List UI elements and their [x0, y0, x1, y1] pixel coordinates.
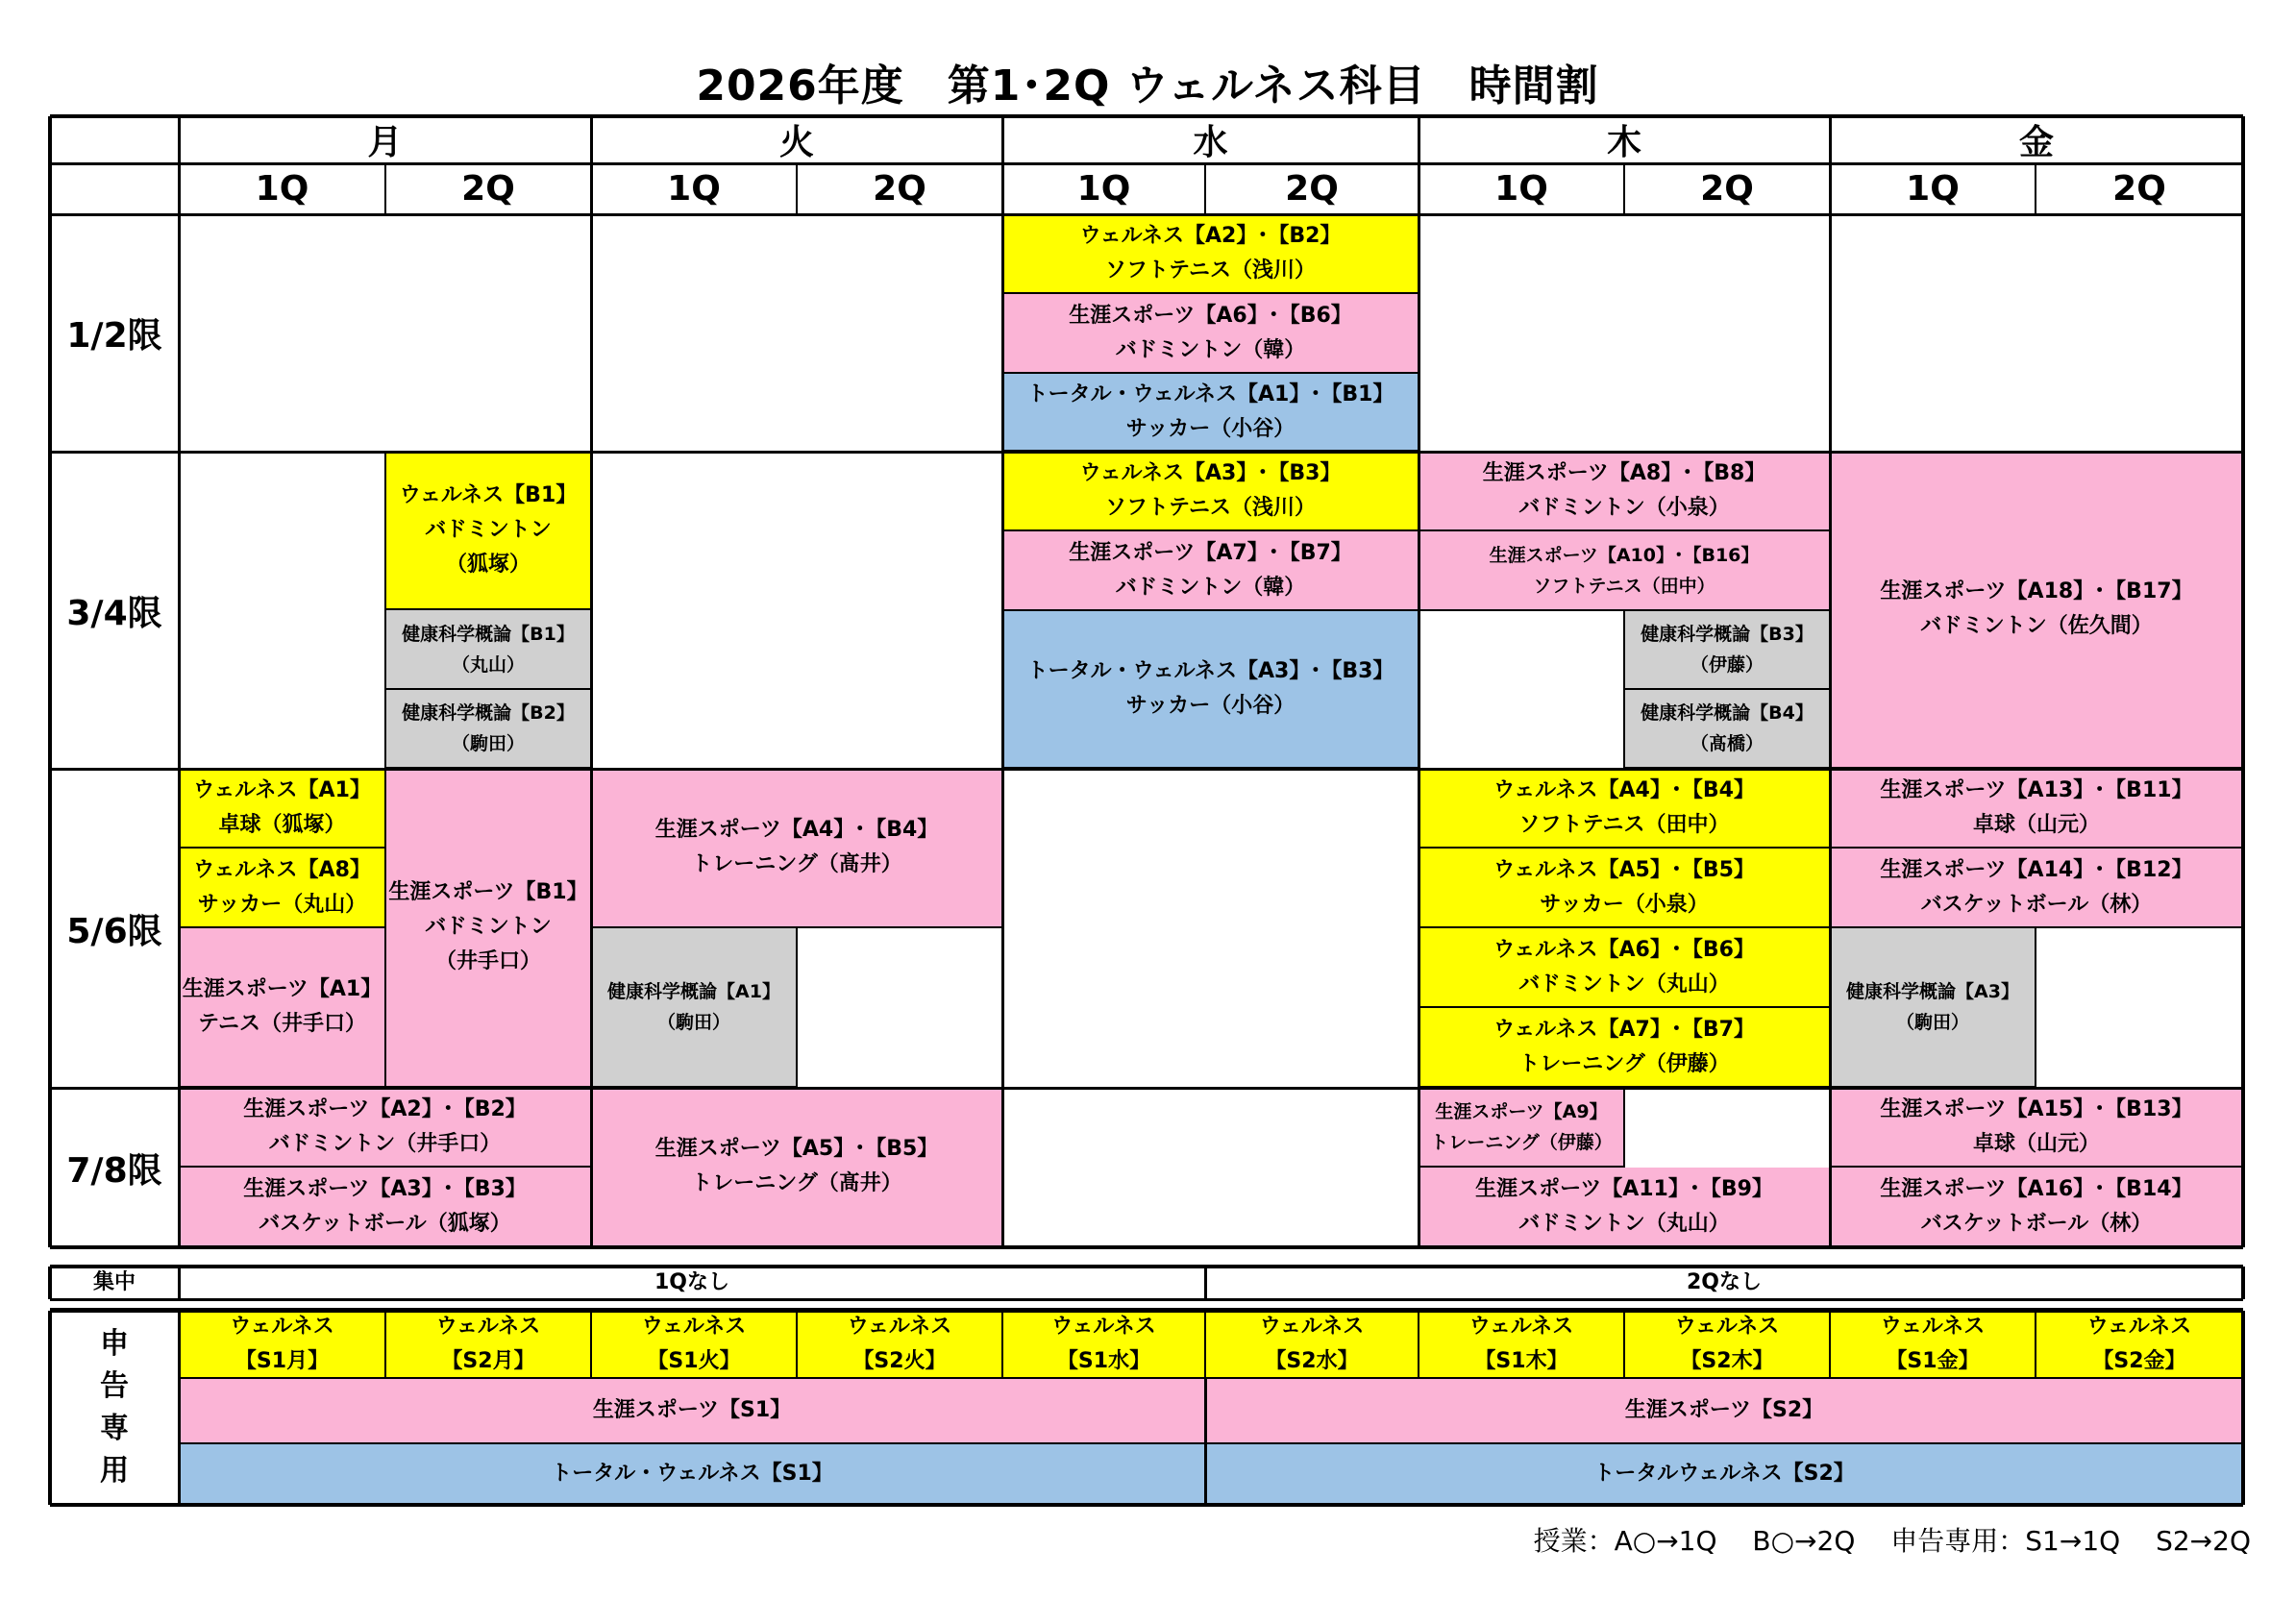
grid-line — [50, 1298, 2243, 1301]
slot-line: （伊藤） — [1690, 654, 1764, 676]
class-slot — [591, 1088, 1002, 1247]
grid-line — [48, 1267, 52, 1299]
slot-line: （駒田） — [656, 1012, 730, 1033]
slot-line: バドミントン — [425, 517, 552, 542]
declaration-sports-s2: 生涯スポーツ【S2】 — [1205, 1378, 2243, 1443]
day-header: 火 — [778, 123, 814, 162]
grid-line — [2035, 928, 2036, 1088]
declaration-sports-s1: 生涯スポーツ【S1】 — [179, 1378, 1205, 1443]
class-slot — [1419, 1168, 1830, 1247]
slot-line: ウェルネス — [1051, 1315, 1156, 1339]
class-slot — [1002, 214, 1419, 294]
slot-line: （狐塚） — [445, 552, 531, 577]
slot-line: ウェルネス — [2086, 1315, 2192, 1339]
slot-line: 健康科学概論【B2】 — [402, 702, 575, 724]
class-slot — [179, 769, 385, 849]
slot-line: 【S2木】 — [1680, 1349, 1774, 1373]
class-slot — [179, 1088, 591, 1168]
class-slot — [591, 928, 797, 1088]
slot-line: トータル・ウェルネス【A3】･【B3】 — [1026, 659, 1394, 683]
slot-line: 健康科学概論【B1】 — [402, 623, 575, 645]
slot-line: ソフトテニス（田中） — [1533, 575, 1715, 597]
grid-line — [1829, 1311, 1831, 1378]
slot-line: バドミントン — [425, 915, 552, 939]
class-slot — [591, 769, 1002, 928]
declaration-total-s2: トータルウェルネス【S2】 — [1205, 1443, 2243, 1505]
class-slot — [1002, 374, 1419, 452]
slot-line: 卓球（山元） — [1972, 1131, 2100, 1156]
grid-line — [178, 1311, 181, 1505]
slot-line: 生涯スポーツ【A15】･【B13】 — [1880, 1096, 2193, 1121]
class-slot — [1830, 769, 2243, 849]
slot-line: ソフトテニス（浅川） — [1104, 495, 1317, 520]
slot-line: ウェルネス【A1】 — [193, 777, 371, 802]
grid-line — [179, 1377, 2243, 1379]
grid-line — [384, 769, 386, 1088]
slot-line: ウェルネス — [847, 1315, 952, 1339]
class-slot — [1002, 294, 1419, 374]
quarter-header: 2Q — [461, 169, 515, 209]
declaration-label-char: 用 — [100, 1454, 129, 1488]
slot-line: 生涯スポーツ【A2】･【B2】 — [243, 1096, 527, 1121]
grid-line — [2035, 163, 2036, 214]
class-slot — [1830, 849, 2243, 928]
grid-line — [1829, 116, 1832, 1247]
quarter-header: 1Q — [667, 169, 721, 209]
grid-line — [384, 163, 386, 214]
intensive-q2: 2Qなし — [1686, 1270, 1762, 1294]
slot-line: 健康科学概論【B3】 — [1641, 624, 1814, 645]
declaration-wellness — [591, 1311, 797, 1378]
declaration-wellness — [1002, 1311, 1205, 1378]
declaration-wellness — [1624, 1311, 1830, 1378]
class-slot — [1419, 531, 1830, 611]
slot-line: トレーニング（伊藤） — [1518, 1051, 1730, 1076]
slot-line: トレーニング（髙井） — [691, 852, 902, 876]
slot-line: 生涯スポーツ【A6】･【B6】 — [1069, 303, 1352, 328]
day-header: 水 — [1193, 123, 1228, 162]
slot-line: 健康科学概論【A3】 — [1846, 981, 2019, 1002]
slot-line: 生涯スポーツ【A8】･【B8】 — [1482, 460, 1766, 485]
slot-line: ウェルネス — [641, 1315, 747, 1339]
declaration-label-char: 告 — [100, 1369, 129, 1403]
slot-line: 健康科学概論【B4】 — [1641, 702, 1814, 724]
class-slot — [179, 928, 385, 1088]
slot-line: サッカー（小谷） — [1125, 694, 1296, 718]
quarter-header: 2Q — [2112, 169, 2166, 209]
slot-line: 健康科学概論【A1】 — [607, 981, 780, 1002]
slot-line: 生涯スポーツ【A14】･【B12】 — [1880, 857, 2193, 882]
slot-line: ウェルネス — [435, 1315, 541, 1339]
declaration-wellness — [179, 1311, 385, 1378]
grid-line — [178, 116, 181, 1247]
grid-line — [50, 162, 2243, 165]
day-header: 金 — [2018, 123, 2054, 162]
slot-line: ウェルネス【A2】･【B2】 — [1079, 223, 1342, 248]
grid-line — [50, 1503, 2243, 1507]
slot-line: 【S1火】 — [647, 1349, 741, 1373]
grid-line — [2035, 1311, 2036, 1378]
intensive-label: 集中 — [92, 1270, 136, 1294]
grid-line — [50, 451, 2243, 454]
slot-line: 生涯スポーツ【B1】 — [388, 880, 588, 904]
slot-line: ウェルネス【A6】･【B6】 — [1493, 937, 1755, 962]
slot-line: ウェルネス【B1】 — [399, 482, 578, 507]
slot-line: 【S1水】 — [1056, 1349, 1151, 1373]
slot-line: トータル・ウェルネス【A1】･【B1】 — [1026, 381, 1394, 406]
grid-line — [50, 1245, 2243, 1249]
grid-line — [50, 213, 2243, 216]
quarter-header: 2Q — [873, 169, 926, 209]
quarter-header: 2Q — [1700, 169, 1754, 209]
grid-line — [50, 768, 2243, 771]
page-title: 2026年度 第1･2Q ウェルネス科目 時間割 — [696, 62, 1599, 111]
slot-line: バスケットボール（林） — [1920, 892, 2153, 917]
declaration-label-char: 申 — [100, 1327, 129, 1361]
slot-line: バドミントン（小泉） — [1518, 495, 1730, 520]
grid-line — [50, 1087, 2243, 1090]
class-slot — [385, 769, 591, 1088]
class-slot — [385, 452, 591, 610]
class-slot — [1002, 611, 1419, 769]
grid-line — [48, 116, 52, 1247]
slot-line: テニス（井手口） — [197, 1012, 367, 1036]
grid-line — [796, 928, 798, 1088]
grid-line — [2241, 116, 2245, 1247]
slot-line: 【S2月】 — [441, 1349, 535, 1373]
class-slot — [1002, 452, 1419, 531]
quarter-header: 1Q — [1076, 169, 1131, 209]
slot-line: ウェルネス — [1880, 1315, 1986, 1339]
slot-line: サッカー（丸山） — [197, 892, 367, 917]
slot-line: 生涯スポーツ【A9】 — [1435, 1100, 1608, 1122]
declaration-wellness — [2036, 1311, 2243, 1378]
class-slot — [385, 610, 591, 690]
class-slot — [1419, 452, 1830, 531]
slot-line: ウェルネス — [230, 1315, 334, 1339]
declaration-total-s1: トータル・ウェルネス【S1】 — [179, 1443, 1205, 1505]
class-slot — [1419, 928, 1830, 1008]
quarter-header: 1Q — [1906, 169, 1960, 209]
grid-line — [48, 1311, 52, 1505]
slot-line: （丸山） — [451, 653, 525, 676]
slot-line: 卓球（山元） — [1972, 812, 2100, 837]
period-label: 7/8限 — [66, 1150, 162, 1191]
declaration-wellness — [1419, 1311, 1624, 1378]
slot-line: 【S2火】 — [852, 1349, 947, 1373]
slot-line: バドミントン（井手口） — [268, 1131, 502, 1156]
slot-line: ウェルネス【A3】･【B3】 — [1079, 460, 1342, 485]
grid-line — [590, 116, 593, 1247]
grid-line — [1204, 1267, 1207, 1299]
quarter-header: 1Q — [255, 169, 309, 209]
slot-line: バドミントン（韓） — [1115, 575, 1306, 600]
grid-line — [1001, 116, 1004, 1247]
grid-line — [1418, 1311, 1419, 1378]
class-slot — [385, 690, 591, 769]
slot-line: バドミントン（佐久間） — [1920, 614, 2153, 638]
slot-line: 生涯スポーツ【A5】･【B5】 — [654, 1137, 939, 1161]
slot-line: サッカー（小泉） — [1540, 892, 1709, 917]
slot-line: 生涯スポーツ【A18】･【B17】 — [1880, 579, 2193, 603]
quarter-header: 2Q — [1285, 169, 1339, 209]
class-slot — [1419, 1008, 1830, 1088]
class-slot — [1419, 769, 1830, 849]
slot-line: 卓球（狐塚） — [218, 812, 346, 837]
slot-line: 【S2水】 — [1265, 1349, 1359, 1373]
grid-line — [1418, 116, 1420, 1247]
grid-line — [50, 114, 2243, 118]
grid-line — [1001, 1311, 1003, 1378]
class-slot — [1419, 849, 1830, 928]
slot-line: 【S1木】 — [1474, 1349, 1568, 1373]
slot-line: （髙橋） — [1690, 733, 1764, 754]
slot-line: サッカー（小谷） — [1125, 416, 1296, 441]
slot-line: 生涯スポーツ【A4】･【B4】 — [654, 818, 939, 842]
slot-line: 生涯スポーツ【A13】･【B11】 — [1880, 777, 2193, 802]
grid-line — [178, 1267, 181, 1299]
day-header: 木 — [1606, 123, 1641, 162]
declaration-wellness — [1830, 1311, 2036, 1378]
grid-line — [2241, 1311, 2245, 1505]
grid-line — [2241, 1267, 2245, 1299]
grid-line — [1204, 163, 1206, 214]
declaration-label — [50, 1311, 179, 1505]
grid-line — [1623, 1088, 1625, 1168]
slot-line: ウェルネス【A8】 — [193, 857, 371, 882]
grid-line — [796, 163, 798, 214]
declaration-label-char: 専 — [100, 1412, 129, 1445]
slot-line: 【S1金】 — [1886, 1349, 1980, 1373]
slot-line: ウェルネス【A4】･【B4】 — [1493, 777, 1755, 802]
grid-line — [1204, 1378, 1207, 1505]
period-label: 1/2限 — [66, 316, 162, 356]
slot-line: ウェルネス【A5】･【B5】 — [1493, 857, 1755, 882]
class-slot — [179, 1168, 591, 1247]
quarter-header: 1Q — [1494, 169, 1548, 209]
grid-line — [590, 1311, 592, 1378]
slot-line: 【S2金】 — [2092, 1349, 2186, 1373]
grid-line — [1623, 611, 1625, 769]
slot-line: ソフトテニス（浅川） — [1104, 258, 1317, 283]
slot-line: 生涯スポーツ【A16】･【B14】 — [1880, 1176, 2193, 1201]
grid-line — [179, 1442, 2243, 1444]
slot-line: トレーニング（伊藤） — [1430, 1131, 1613, 1153]
grid-line — [1623, 163, 1625, 214]
declaration-wellness — [797, 1311, 1002, 1378]
class-slot — [1830, 1168, 2243, 1247]
slot-line: バスケットボール（林） — [1920, 1211, 2153, 1236]
grid-line — [1623, 1311, 1625, 1378]
slot-line: （井手口） — [434, 949, 541, 973]
slot-line: 生涯スポーツ【A7】･【B7】 — [1069, 540, 1352, 565]
slot-line: 生涯スポーツ【A3】･【B3】 — [243, 1176, 527, 1201]
slot-line: 生涯スポーツ【A1】 — [182, 977, 382, 1001]
slot-line: ウェルネス【A7】･【B7】 — [1493, 1017, 1755, 1042]
class-slot — [1419, 1088, 1624, 1168]
slot-line: ウェルネス — [1674, 1315, 1780, 1339]
slot-line: バドミントン（丸山） — [1518, 972, 1730, 997]
class-slot — [1830, 1088, 2243, 1168]
declaration-wellness — [385, 1311, 591, 1378]
legend: 授業：A○→1Q B○→2Q 申告専用：S1→1Q S2→2Q — [1533, 1525, 2251, 1557]
grid-line — [796, 1311, 798, 1378]
slot-line: バドミントン（韓） — [1115, 337, 1306, 362]
grid-line — [384, 1311, 386, 1378]
slot-line: 生涯スポーツ【A10】･【B16】 — [1489, 544, 1760, 566]
class-slot — [1002, 531, 1419, 611]
slot-line: ソフトテニス（田中） — [1518, 812, 1730, 837]
slot-line: （駒田） — [1895, 1012, 1969, 1033]
class-slot — [1830, 452, 2243, 769]
period-label: 5/6限 — [66, 911, 162, 951]
intensive-q1: 1Qなし — [654, 1270, 729, 1294]
class-slot — [179, 849, 385, 928]
slot-line: 生涯スポーツ【A11】･【B9】 — [1475, 1176, 1773, 1201]
class-slot — [1624, 690, 1830, 769]
slot-line: 【S1月】 — [234, 1349, 330, 1373]
period-label: 3/4限 — [66, 593, 162, 633]
grid-line — [1204, 1311, 1206, 1378]
grid-line — [50, 1265, 2243, 1268]
slot-line: ウェルネス — [1468, 1315, 1574, 1339]
class-slot — [1624, 611, 1830, 690]
slot-line: トレーニング（髙井） — [691, 1171, 902, 1195]
grid-line — [50, 1310, 2243, 1313]
day-header: 月 — [367, 123, 403, 162]
slot-line: バスケットボール（狐塚） — [259, 1211, 511, 1236]
slot-line: ウェルネス — [1259, 1315, 1365, 1339]
slot-line: バドミントン（丸山） — [1518, 1211, 1730, 1236]
class-slot — [1830, 928, 2036, 1088]
declaration-wellness — [1205, 1311, 1419, 1378]
slot-line: （駒田） — [451, 733, 525, 754]
